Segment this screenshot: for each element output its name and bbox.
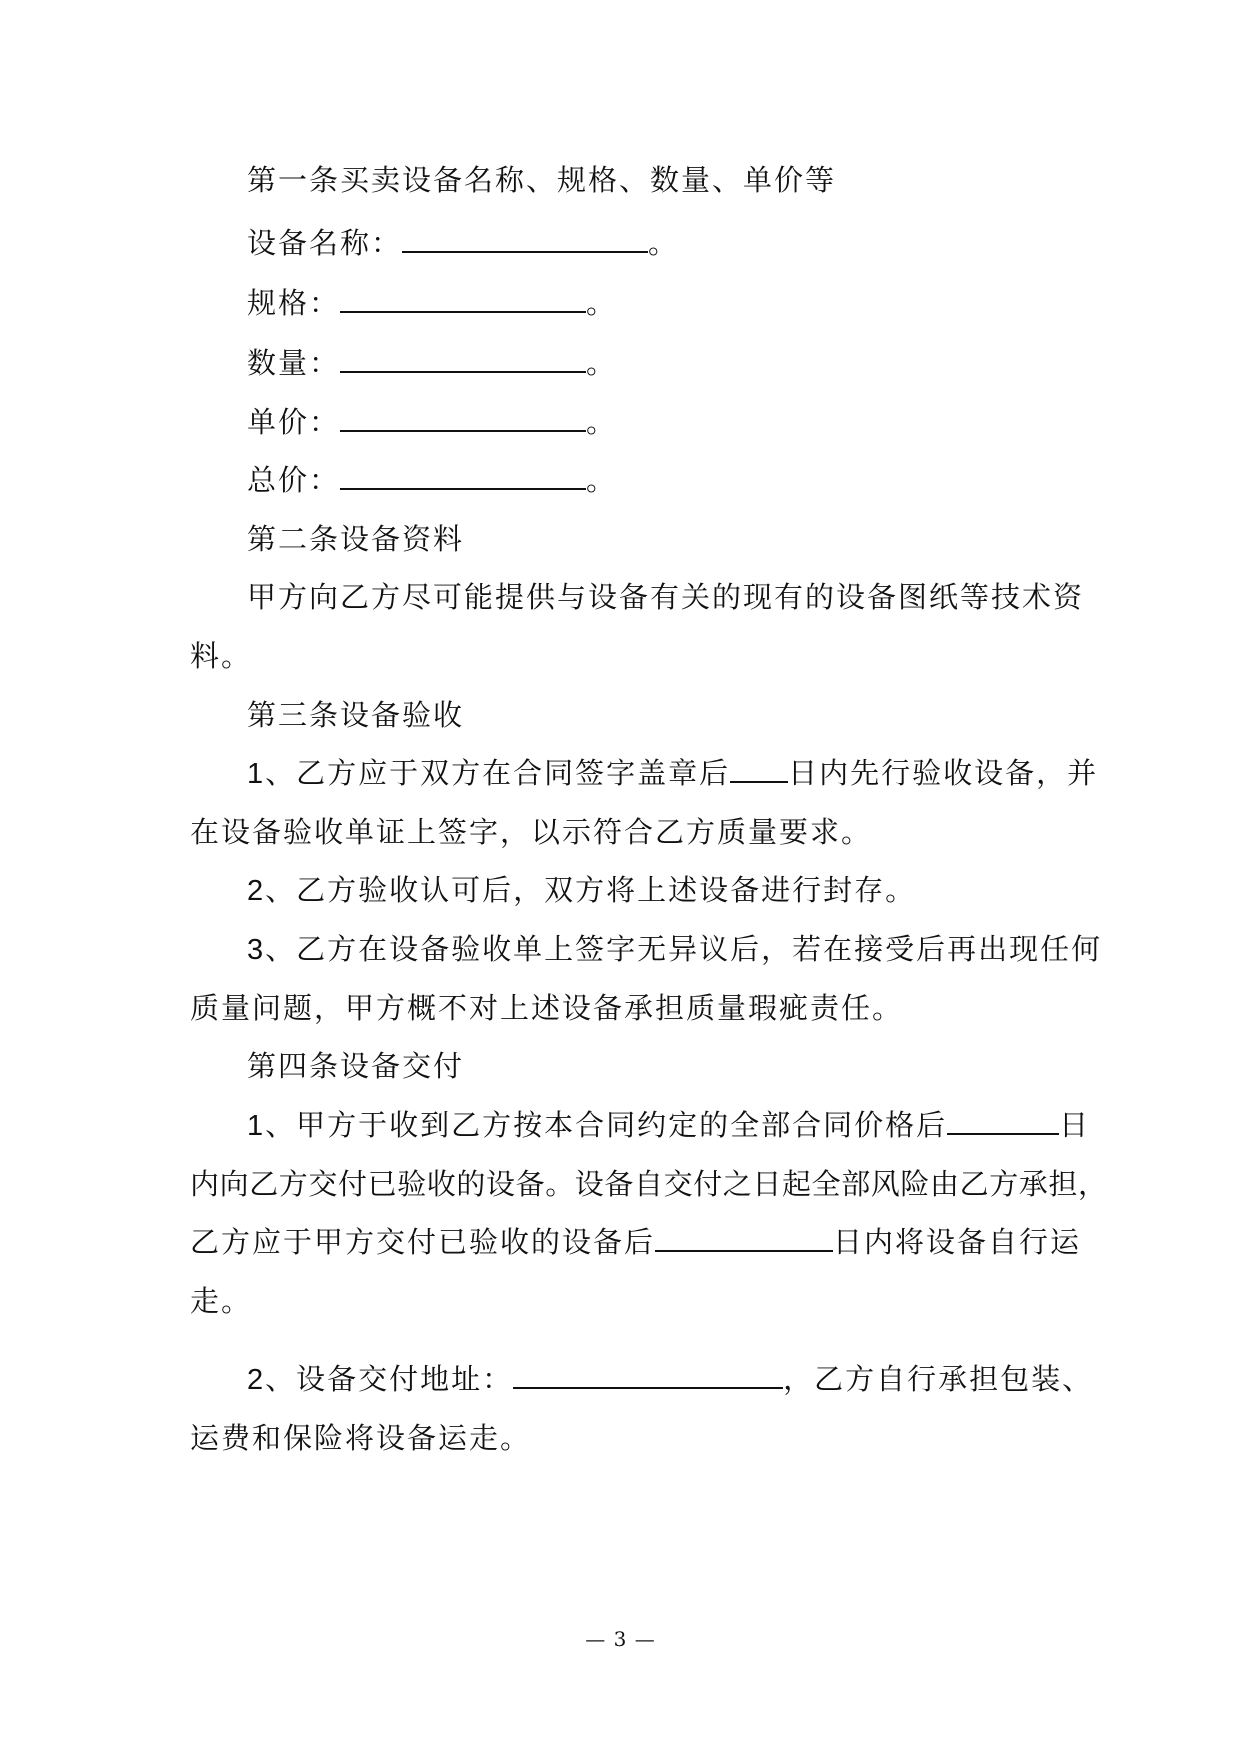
field-unit-price: 单价： 。 <box>247 405 618 439</box>
blank-line <box>947 1107 1059 1135</box>
field-label: 规格： <box>247 286 341 320</box>
field-label: 数量： <box>247 346 341 380</box>
article-3-item-3: 3、乙方在设备验收单上签字无异议后，若在接受后再出现任何 <box>247 932 1103 966</box>
article-1-heading: 第一条买卖设备名称、规格、数量、单价等 <box>247 163 837 197</box>
article-4-item-1: 1、甲方于收到乙方按本合同约定的全部合同价格后 日 <box>247 1108 1091 1142</box>
field-spec: 规格： 。 <box>247 286 618 320</box>
article-4-item-1-line-4: 走。 <box>190 1284 253 1318</box>
field-label: 单价： <box>247 405 341 439</box>
article-2-heading: 第二条设备资料 <box>247 522 465 556</box>
article-3-item-1-cont: 在设备验收单证上签字，以示符合乙方质量要求。 <box>190 815 873 849</box>
article-4-item-2-cont: 运费和保险将设备运走。 <box>190 1421 532 1455</box>
article-4-item-1-line-2: 内向乙方交付已验收的设备。设备自交付之日起全部风险由乙方承担， <box>190 1167 1108 1201</box>
article-3-heading: 第三条设备验收 <box>247 698 465 732</box>
article-3-item-3-cont: 质量问题，甲方概不对上述设备承担质量瑕疵责任。 <box>190 991 904 1025</box>
field-quantity: 数量： 。 <box>247 346 618 380</box>
field-equipment-name: 设备名称： 。 <box>247 226 680 260</box>
blank-line <box>340 404 586 432</box>
article-4-heading: 第四条设备交付 <box>247 1049 465 1083</box>
page-number: — 3 — <box>585 1627 656 1651</box>
blank-line <box>730 755 788 783</box>
article-4-item-2: 2、设备交付地址： ，乙方自行承担包装、 <box>247 1362 1094 1396</box>
article-4-item-1-line-3: 乙方应于甲方交付已验收的设备后 日内将设备自行运 <box>190 1225 1082 1259</box>
field-label: 设备名称： <box>247 226 403 260</box>
blank-line <box>340 345 586 373</box>
blank-line <box>655 1224 833 1252</box>
blank-line <box>402 225 648 253</box>
article-3-item-1: 1、乙方应于双方在合同签字盖章后 日内先行验收设备，并 <box>247 756 1099 790</box>
article-2-paragraph: 甲方向乙方尽可能提供与设备有关的现有的设备图纸等技术资 <box>247 580 1085 614</box>
field-total-price: 总价： 。 <box>247 463 618 497</box>
article-3-item-2: 2、乙方验收认可后，双方将上述设备进行封存。 <box>247 873 917 907</box>
article-2-paragraph-cont: 料。 <box>190 639 253 673</box>
blank-line <box>513 1361 783 1389</box>
blank-line <box>340 462 586 490</box>
blank-line <box>340 285 586 313</box>
field-label: 总价： <box>247 463 341 497</box>
